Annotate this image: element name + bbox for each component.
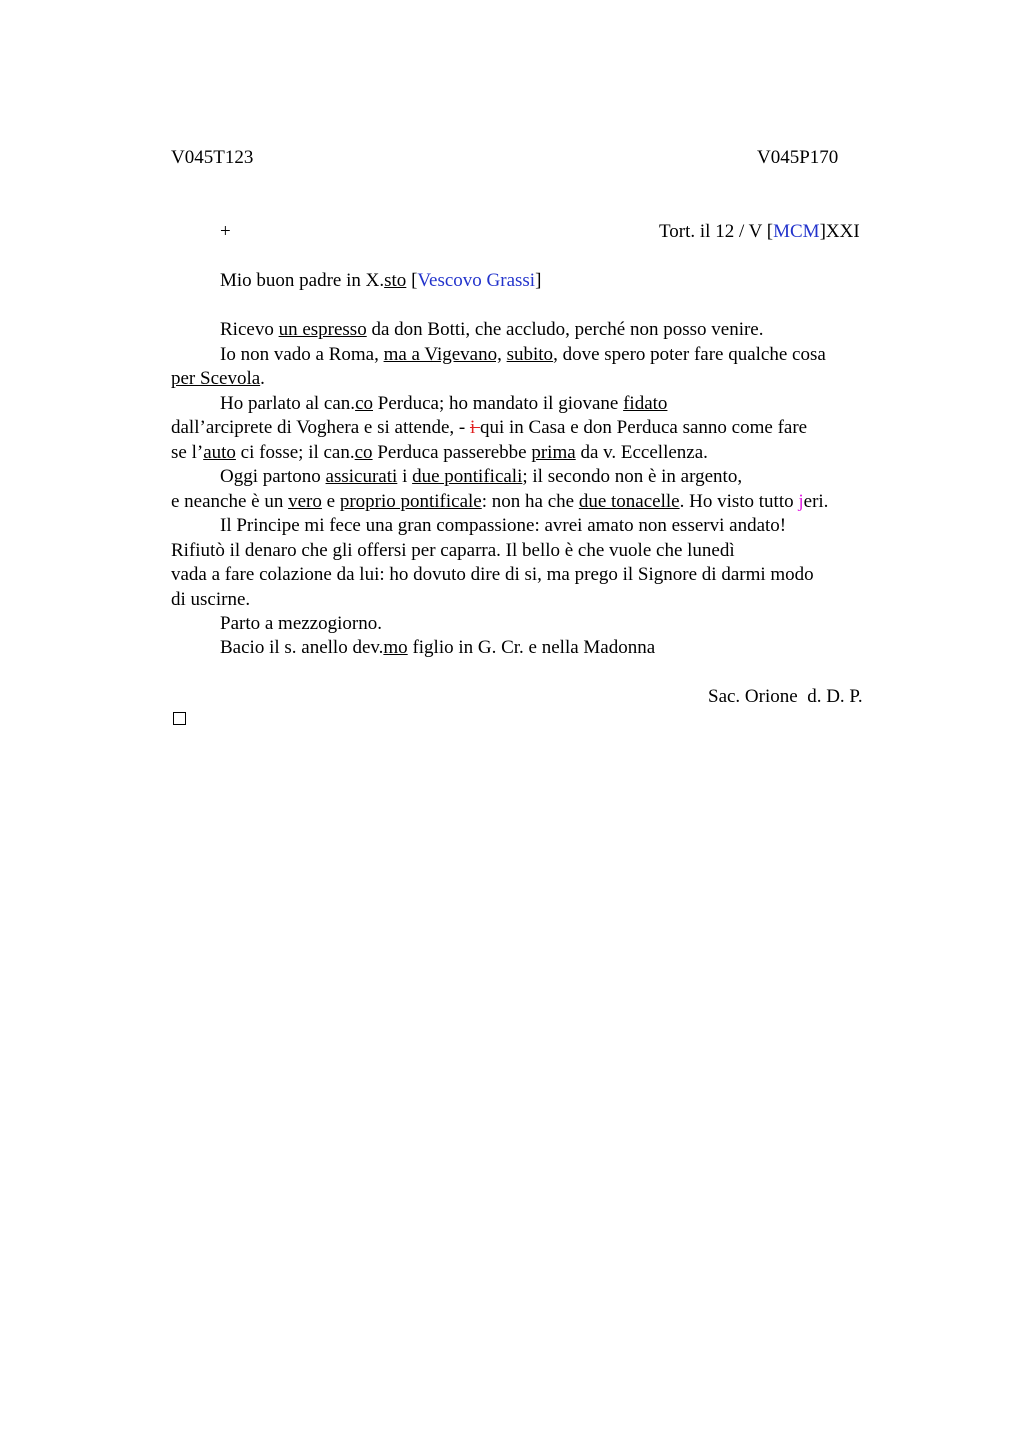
underlined-text: un espresso bbox=[278, 319, 367, 340]
text: Io non vado a Roma, bbox=[220, 344, 384, 365]
text: Perduca passerebbe bbox=[372, 442, 532, 463]
underlined-text: assicurati bbox=[325, 466, 398, 487]
underlined-text: subito bbox=[506, 344, 554, 365]
text: Ricevo bbox=[220, 319, 279, 340]
text: da v. Eccellenza. bbox=[575, 442, 708, 463]
text: se l’ bbox=[171, 442, 204, 463]
right-archive-code: V045P170 bbox=[757, 147, 839, 168]
body-line-3 bbox=[171, 367, 265, 391]
body-line-1 bbox=[220, 318, 764, 342]
salutation-bracket-open: [ bbox=[406, 270, 418, 291]
text: da don Botti, che accludo, perché non posso venire. bbox=[366, 319, 764, 340]
underlined-text: ma a Vigevano, bbox=[383, 344, 502, 365]
underlined-text: due tonacelle bbox=[578, 491, 680, 512]
salutation bbox=[220, 270, 541, 292]
text: ci fosse; il can. bbox=[235, 442, 355, 463]
text: dall’arciprete di Voghera e si attende, - bbox=[171, 417, 470, 438]
text: . bbox=[260, 368, 265, 389]
left-archive-code: V045T123 bbox=[171, 147, 254, 168]
text: figlio in G. Cr. e nella Madonna bbox=[407, 637, 656, 658]
body-line-5 bbox=[171, 416, 807, 440]
underlined-text: prima bbox=[531, 442, 576, 463]
underlined-text: co bbox=[354, 442, 373, 463]
body-line-2 bbox=[220, 343, 826, 367]
text: eri. bbox=[803, 491, 829, 512]
underlined-text: fidato bbox=[623, 393, 668, 414]
body-line-11: vada a fare colazione da lui: ho dovuto dire di si, ma prego il Signore di darmi modo bbox=[171, 564, 814, 585]
body-line-6 bbox=[171, 441, 708, 465]
salutation-text: Mio buon padre in X. bbox=[220, 270, 385, 291]
corrected-letter: j bbox=[798, 491, 804, 512]
salutation-addressee: Vescovo Grassi bbox=[417, 270, 536, 291]
end-box-icon bbox=[173, 712, 186, 725]
body-line-13: Parto a mezzogiorno. bbox=[220, 613, 382, 634]
text: Oggi partono bbox=[220, 466, 326, 487]
text: : non ha che bbox=[481, 491, 579, 512]
text: Ho parlato al can. bbox=[220, 393, 356, 414]
text: ; il secondo non è in argento, bbox=[522, 466, 743, 487]
date-prefix: Tort. il 12 / V [ bbox=[659, 221, 774, 242]
signature: Sac. Orione d. D. P. bbox=[708, 686, 863, 707]
body-line-12: di uscirne. bbox=[171, 589, 251, 610]
body-line-7 bbox=[220, 465, 742, 489]
date-line bbox=[659, 221, 860, 243]
underlined-text: proprio pontificale bbox=[339, 491, 482, 512]
salutation-abbrev: sto bbox=[384, 270, 407, 291]
text: , dove spero poter fare qualche cosa bbox=[553, 344, 826, 365]
text: Perduca; ho mandato il giovane bbox=[373, 393, 624, 414]
text: i bbox=[397, 466, 413, 487]
body-line-9: Il Principe mi fece una gran compassione: avrei amato non esservi andato! bbox=[220, 515, 787, 536]
underlined-text: vero bbox=[288, 491, 322, 512]
underlined-text: mo bbox=[383, 637, 408, 658]
underlined-text: co bbox=[355, 393, 373, 414]
text: qui in Casa e don Perduca sanno come fare bbox=[479, 417, 808, 438]
body-line-4 bbox=[220, 392, 667, 416]
cross-mark: + bbox=[220, 221, 231, 242]
underlined-text: per Scevola bbox=[171, 368, 261, 389]
text: e neanche è un bbox=[171, 491, 289, 512]
text: Bacio il s. anello dev. bbox=[220, 637, 384, 658]
underlined-text: auto bbox=[203, 442, 236, 463]
underlined-text: due pontificali bbox=[412, 466, 523, 487]
body-line-14 bbox=[220, 636, 655, 660]
body-line-8 bbox=[171, 490, 828, 514]
text: e bbox=[321, 491, 340, 512]
body-line-10: Rifiutò il denaro che gli offersi per caparra. Il bello è che vuole che lunedì bbox=[171, 540, 735, 561]
salutation-bracket-close: ] bbox=[535, 270, 542, 291]
text: . Ho visto tutto bbox=[679, 491, 799, 512]
deleted-text: i bbox=[469, 417, 480, 438]
date-suffix: ]XXI bbox=[819, 221, 860, 242]
date-insert: MCM bbox=[773, 221, 820, 242]
